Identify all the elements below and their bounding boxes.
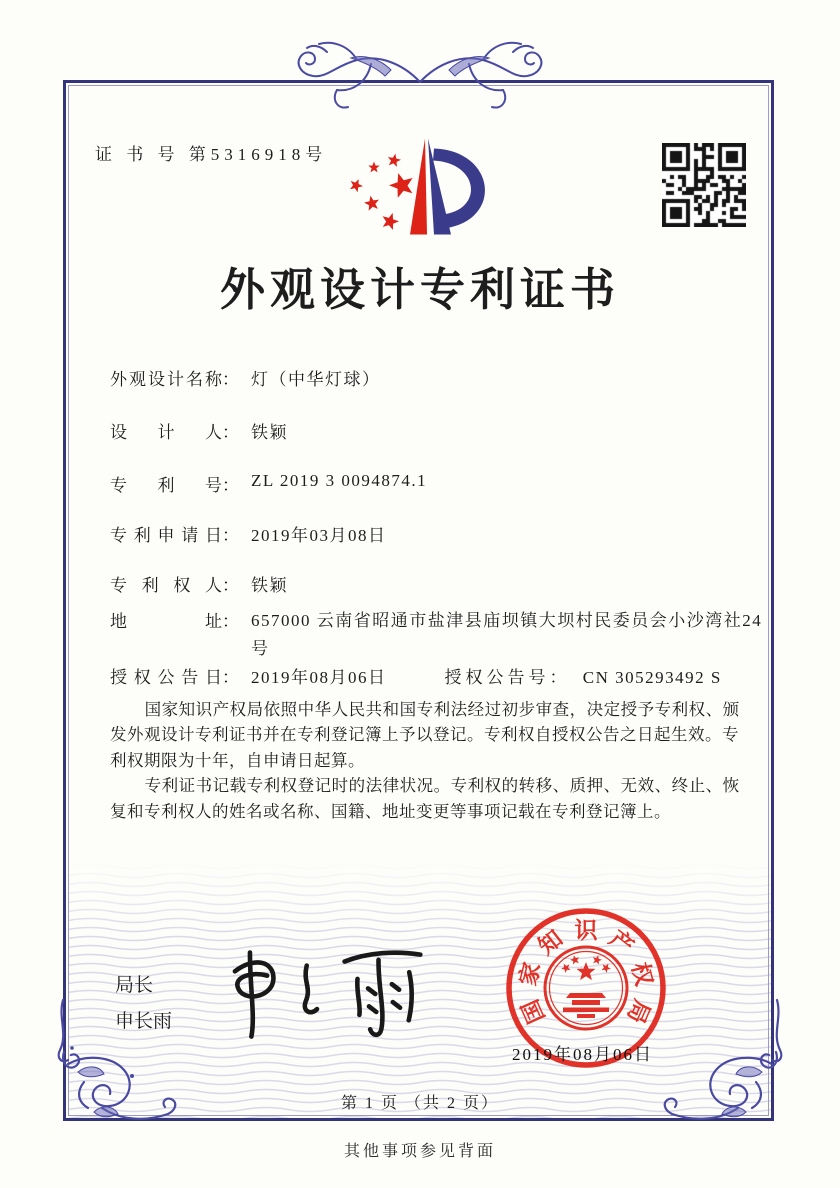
- footer-note: 其他事项参见背面: [343, 1143, 496, 1160]
- star-icon: [350, 179, 363, 192]
- seal-date: 2019年08月06日: [512, 1045, 653, 1064]
- field-value: 657000 云南省昭通市盐津县庙坝镇大坝村民委员会小沙湾社24号: [251, 611, 763, 658]
- seal-character: 产: [604, 925, 639, 960]
- star-icon: [383, 213, 399, 230]
- field-value: 灯（中华灯球）: [251, 370, 381, 389]
- field-label: 专利号: [110, 476, 222, 495]
- star-icon: [561, 964, 570, 973]
- field-patent-number: [110, 471, 427, 496]
- field-colon: ：: [222, 612, 239, 631]
- field-colon: ：: [222, 370, 239, 389]
- certificate-number: 证 书 号 第5316918号: [95, 145, 328, 164]
- field-colon: ：: [222, 526, 239, 545]
- field-label: 授权公告日: [110, 668, 222, 687]
- star-icon: [570, 955, 579, 964]
- logo-red-wedge: [410, 139, 427, 235]
- field-colon: ：: [222, 576, 239, 595]
- certificate-title: 外观设计专利证书: [219, 265, 620, 315]
- field-label: 地址: [110, 612, 222, 631]
- star-icon: [389, 173, 413, 198]
- legal-paragraph-1: 国家知识产权局依照中华人民共和国专利法经过初步审查，决定授予专利权、颁发外观设计专利证书并在专利登记簿上予以登记。专利权自授权公告之日起生效。专利权期限为十年，自申请日起算。: [110, 700, 740, 770]
- star-icon: [577, 962, 596, 980]
- seal-character: 权: [626, 959, 657, 989]
- star-icon: [368, 162, 379, 173]
- field-label: 专利申请日: [110, 526, 222, 545]
- field-filing-date: [110, 521, 387, 546]
- star-icon: [364, 196, 379, 211]
- field-value: CN 305293492 S: [582, 668, 722, 687]
- field-value: 铁颖: [251, 423, 288, 442]
- field-label: 外观设计名称: [110, 370, 222, 389]
- cnipa-logo-icon: [348, 133, 518, 241]
- field-value: 2019年03月08日: [251, 526, 387, 545]
- field-colon: ：: [549, 668, 567, 687]
- star-icon: [593, 955, 602, 964]
- field-label: 设计人: [110, 423, 222, 442]
- field-label: 专利权人: [110, 576, 222, 595]
- field-value: 铁颖: [251, 576, 288, 595]
- national-emblem: [545, 947, 627, 1029]
- star-icon: [602, 964, 611, 973]
- handwritten-signature: [222, 932, 452, 1047]
- seal-character: 国: [517, 995, 550, 1027]
- logo-stars: [350, 154, 413, 230]
- signer-name: 申长雨: [115, 1011, 173, 1032]
- legal-text-block: [110, 697, 752, 824]
- field-designer: [110, 418, 288, 443]
- star-icon: [388, 154, 401, 167]
- field-label: 授权公告号: [444, 668, 550, 687]
- field-colon: ：: [222, 668, 239, 687]
- top-center-flourish-ornament: [275, 30, 565, 124]
- seal-character: 知: [533, 925, 568, 960]
- signer-title: 局长: [115, 975, 154, 996]
- field-colon: ：: [222, 476, 239, 495]
- seal-character: 家: [515, 959, 546, 989]
- legal-paragraph-2: 专利证书记载专利权登记时的法律状况。专利权的转移、质押、无效、终止、恢复和专利权人的姓名或名称、国籍、地址变更等事项记载在专利登记簿上。: [110, 776, 740, 821]
- page-indicator: 第 1 页 （共 2 页）: [340, 1095, 499, 1112]
- seal-character: 识: [574, 918, 598, 943]
- field-patentee: [110, 571, 288, 596]
- grant-number-pair: [445, 663, 722, 688]
- field-grant-date-and-number: [110, 663, 722, 688]
- field-design-name: [110, 365, 381, 390]
- qr-code: [662, 143, 746, 227]
- signer-block: [115, 968, 172, 1040]
- field-colon: ：: [222, 423, 239, 442]
- field-address: [110, 607, 775, 663]
- seal-character: 局: [622, 995, 655, 1027]
- field-value: ZL 2019 3 0094874.1: [251, 471, 428, 490]
- field-value: 2019年08月06日: [251, 668, 387, 687]
